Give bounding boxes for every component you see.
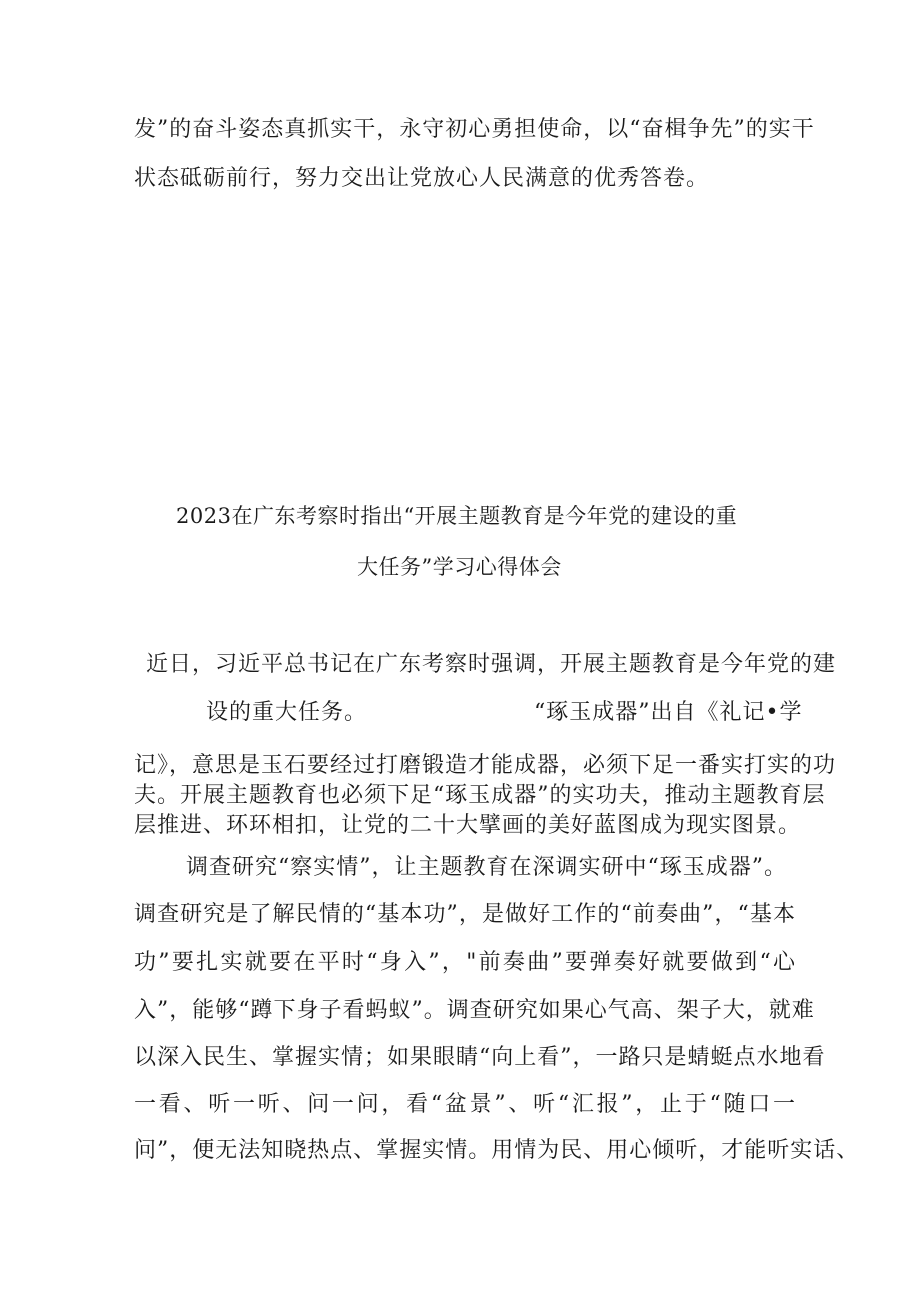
paragraph-1-line: 层推进、环环相扣，让党的二十大擘画的美好蓝图成为现实图景。 (134, 813, 802, 838)
paragraph-2-line: 问”，便无法知晓热点、掌握实情。用情为民、用心倾听，才能听实话、 (134, 1138, 860, 1163)
paragraph-2-line: 功”要扎实就要在平时“身入”，"前奏曲”要弹奏好就要做到“心 (134, 950, 796, 975)
paragraph-2-line: 调查研究“察实情”，让主题教育在深调实研中“琢玉成器”。 (186, 855, 787, 880)
paragraph-1-line: 近日，习近平总书记在广东考察时强调，开展主题教育是今年党的建 (146, 652, 837, 677)
body-text-line: 发”的奋斗姿态真抓实干，永守初心勇担使命，以“奋楫争先”的实干 (134, 117, 815, 142)
paragraph-1-line: 设的重大任务。 (206, 700, 368, 725)
body-text-line: 状态砥砺前行，努力交出让党放心人民满意的优秀答卷。 (134, 166, 710, 191)
paragraph-1-line: 记》，意思是玉石要经过打磨锻造才能成器，必须下足一番实打实的功 (134, 753, 837, 778)
paragraph-2-line: 以深入民生、掌握实情；如果眼睛“向上看”，一路只是蜻蜓点水地看 (134, 1045, 826, 1070)
paragraph-2-line: 一看、听一听、问一问，看“盆景”、听“汇报”，止于“随口一 (134, 1092, 796, 1117)
paragraph-2-line: 调查研究是了解民情的“基本功”，是做好工作的“前奏曲”，“基本 (134, 902, 796, 927)
article-title-line-2: 大任务”学习心得体会 (357, 555, 562, 579)
paragraph-1-line: “琢玉成器”出自《礼记•学 (534, 700, 803, 725)
article-title-line-1: 2023在广东考察时指出“开展主题教育是今年党的建设的重 (176, 504, 738, 528)
paragraph-2-line: 入”，能够“蹲下身子看蚂蚁”。调查研究如果心气高、架子大，就难 (134, 998, 815, 1023)
paragraph-1-line: 夫。开展主题教育也必须下足“琢玉成器”的实功夫，推动主题教育层 (134, 783, 826, 808)
